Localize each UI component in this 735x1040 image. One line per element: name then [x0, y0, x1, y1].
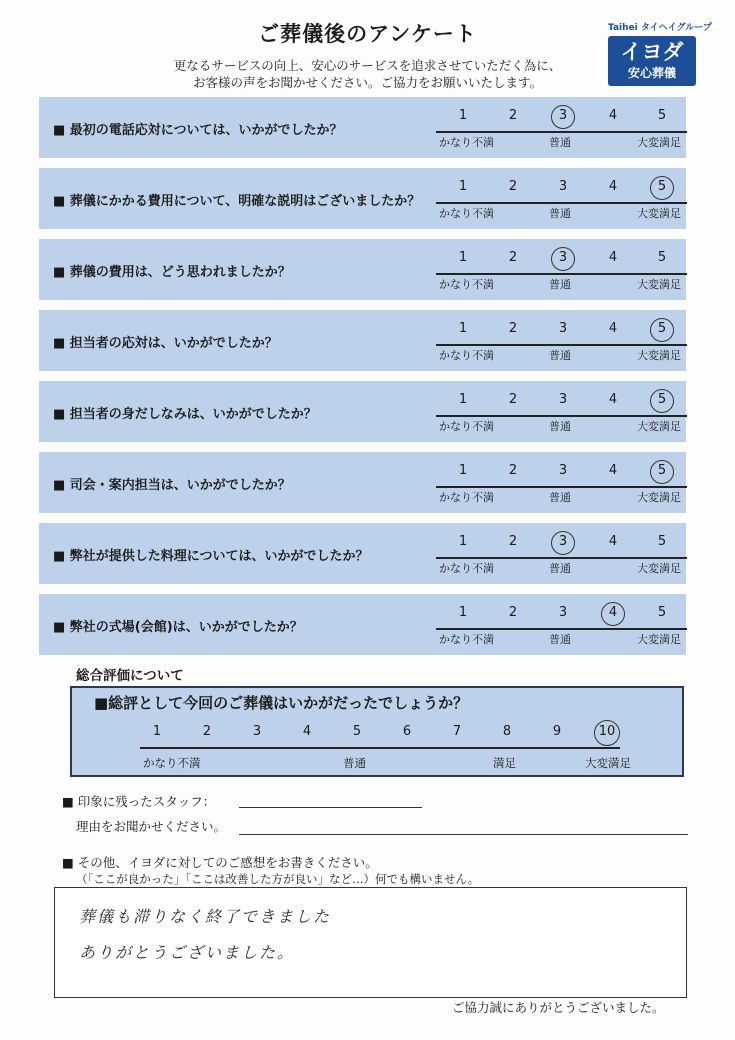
- scale-option-4[interactable]: 4: [608, 392, 618, 407]
- overall-rating-box: [70, 686, 684, 777]
- handwritten-comment-line1: 葬儀も滞りなく終了できました: [79, 907, 332, 926]
- question-text: ■ 最初の電話応対については、いかがでしたか？: [53, 123, 343, 138]
- scale-label-low: かなり不満: [439, 562, 494, 575]
- scale-label-mid: 普通: [549, 136, 571, 149]
- overall-option-7[interactable]: 7: [452, 724, 462, 739]
- question-text: ■ 担当者の身だしなみは、いかがでしたか？: [53, 407, 317, 422]
- logo-brand: Taihei タイヘイグループ: [608, 23, 712, 33]
- question-text: ■ 弊社が提供した料理については、いかがでしたか？: [53, 549, 369, 564]
- comments-label: ■ その他、イヨダに対してのご感想をお書きください。: [62, 855, 378, 870]
- question-text: ■ 担当者の応対は、いかがでしたか？: [53, 336, 278, 351]
- scale-option-5[interactable]: 5: [657, 321, 667, 336]
- overall-label-low: かなり不満: [143, 756, 201, 770]
- scale-option-2[interactable]: 2: [508, 179, 518, 194]
- overall-question: ■総評として今回のご葬儀はいかがだったでしょうか？: [94, 694, 469, 712]
- scale-option-4[interactable]: 4: [608, 534, 618, 549]
- scale-label-mid: 普通: [549, 420, 571, 433]
- scale-option-5[interactable]: 5: [657, 179, 667, 194]
- scale-option-2[interactable]: 2: [508, 534, 518, 549]
- scale-option-2[interactable]: 2: [508, 321, 518, 336]
- handwritten-comment-line2: ありがとうございました。: [79, 943, 296, 962]
- question-row: [39, 594, 686, 655]
- scale-option-5[interactable]: 5: [657, 108, 667, 123]
- scale-line: [436, 344, 687, 346]
- scale-option-1[interactable]: 1: [458, 179, 468, 194]
- question-row: [39, 452, 686, 513]
- scale-label-low: かなり不満: [439, 136, 494, 149]
- intro-text-line1: 更なるサービスの向上、安心のサービスを追求させていただく為に、: [173, 58, 562, 73]
- scale-option-1[interactable]: 1: [458, 321, 468, 336]
- scale-label-high: 大変満足: [637, 420, 681, 433]
- question-text: ■ 司会・案内担当は、いかがでしたか？: [53, 478, 291, 493]
- scale-label-high: 大変満足: [637, 136, 681, 149]
- scale-option-2[interactable]: 2: [508, 250, 518, 265]
- overall-option-3[interactable]: 3: [252, 724, 262, 739]
- page-title: ご葬儀後のアンケート: [258, 22, 477, 46]
- scale-label-high: 大変満足: [637, 278, 681, 291]
- scale-label-high: 大変満足: [637, 633, 681, 646]
- scale-line: [436, 415, 687, 417]
- scale-line: [436, 273, 687, 275]
- logo-name: イヨダ: [620, 40, 684, 64]
- scale-label-low: かなり不満: [439, 278, 494, 291]
- overall-scale-line: [140, 747, 620, 749]
- scale-label-mid: 普通: [549, 562, 571, 575]
- selected-answer-circle: [650, 460, 674, 484]
- question-row: [39, 239, 686, 300]
- scale-option-3[interactable]: 3: [558, 534, 568, 549]
- overall-option-9[interactable]: 9: [552, 724, 562, 739]
- company-logo: [608, 20, 712, 86]
- overall-selected-circle: [594, 720, 620, 746]
- scale-option-4[interactable]: 4: [608, 179, 618, 194]
- scale-option-2[interactable]: 2: [508, 605, 518, 620]
- scale-label-mid: 普通: [549, 278, 571, 291]
- logo-sub: 安心葬儀: [627, 66, 676, 80]
- scale-option-1[interactable]: 1: [458, 108, 468, 123]
- scale-label-low: かなり不満: [439, 420, 494, 433]
- scale-option-3[interactable]: 3: [558, 392, 568, 407]
- overall-label-good: 満足: [493, 756, 516, 770]
- scale-line: [436, 628, 687, 630]
- scale-label-low: かなり不満: [439, 633, 494, 646]
- question-text: ■ 弊社の式場(会館)は、いかがでしたか？: [53, 620, 303, 635]
- scale-option-1[interactable]: 1: [458, 534, 468, 549]
- scale-option-1[interactable]: 1: [458, 250, 468, 265]
- selected-answer-circle: [551, 247, 575, 271]
- staff-label: ■ 印象に残ったスタッフ：: [62, 794, 216, 809]
- selected-answer-circle: [650, 176, 674, 200]
- scale-option-4[interactable]: 4: [608, 605, 618, 620]
- scale-option-2[interactable]: 2: [508, 463, 518, 478]
- scale-line: [436, 557, 687, 559]
- logo-box: [608, 36, 696, 86]
- question-text: ■ 葬儀にかかる費用について、明確な説明はございましたか？: [53, 194, 421, 209]
- question-row: [39, 381, 686, 442]
- question-row: [39, 310, 686, 371]
- overall-option-4[interactable]: 4: [302, 724, 312, 739]
- scale-label-high: 大変満足: [637, 349, 681, 362]
- selected-answer-circle: [650, 318, 674, 342]
- scale-label-high: 大変満足: [637, 562, 681, 575]
- question-row: [39, 523, 686, 584]
- scale-option-1[interactable]: 1: [458, 605, 468, 620]
- question-text: ■ 葬儀の費用は、どう思われましたか？: [53, 265, 291, 280]
- scale-label-low: かなり不満: [439, 491, 494, 504]
- overall-option-6[interactable]: 6: [402, 724, 412, 739]
- scale-label-mid: 普通: [549, 207, 571, 220]
- scale-label-high: 大変満足: [637, 207, 681, 220]
- scale-option-5[interactable]: 5: [657, 392, 667, 407]
- staff-input-line[interactable]: [239, 807, 422, 808]
- scale-label-low: かなり不満: [439, 349, 494, 362]
- selected-answer-circle: [601, 602, 625, 626]
- scale-option-3[interactable]: 3: [558, 179, 568, 194]
- comments-box[interactable]: [54, 887, 687, 998]
- question-row: [39, 97, 686, 158]
- selected-answer-circle: [551, 531, 575, 555]
- scale-option-5[interactable]: 5: [657, 463, 667, 478]
- footer-thanks: ご協力誠にありがとうございました。: [452, 1000, 665, 1015]
- scale-option-3[interactable]: 3: [558, 250, 568, 265]
- scale-label-low: かなり不満: [439, 207, 494, 220]
- overall-option-10[interactable]: 10: [598, 724, 616, 739]
- scale-option-5[interactable]: 5: [657, 250, 667, 265]
- scale-option-2[interactable]: 2: [508, 108, 518, 123]
- scale-option-4[interactable]: 4: [608, 108, 618, 123]
- overall-label-mid: 普通: [343, 756, 366, 770]
- overall-option-1[interactable]: 1: [152, 724, 162, 739]
- question-row: [39, 168, 686, 229]
- selected-answer-circle: [551, 105, 575, 129]
- scale-line: [436, 486, 687, 488]
- scale-label-mid: 普通: [549, 491, 571, 504]
- reason-label: 理由をお聞かせください。: [76, 819, 227, 834]
- reason-input-line[interactable]: [239, 834, 688, 835]
- scale-option-4[interactable]: 4: [608, 321, 618, 336]
- scale-option-3[interactable]: 3: [558, 108, 568, 123]
- scale-label-high: 大変満足: [637, 491, 681, 504]
- overall-label-high: 大変満足: [585, 756, 631, 770]
- scale-line: [436, 202, 687, 204]
- scale-option-2[interactable]: 2: [508, 392, 518, 407]
- overall-option-5[interactable]: 5: [352, 724, 362, 739]
- scale-option-4[interactable]: 4: [608, 463, 618, 478]
- selected-answer-circle: [650, 389, 674, 413]
- scale-option-3[interactable]: 3: [558, 605, 568, 620]
- overall-option-8[interactable]: 8: [502, 724, 512, 739]
- scale-label-mid: 普通: [549, 349, 571, 362]
- scale-option-4[interactable]: 4: [608, 250, 618, 265]
- scale-option-1[interactable]: 1: [458, 392, 468, 407]
- comments-note: （「ここが良かった」「ここは改善した方が良い」など…）何でも構いません。: [76, 872, 480, 886]
- scale-line: [436, 131, 687, 133]
- overall-section-title: 総合評価について: [76, 668, 184, 684]
- overall-option-2[interactable]: 2: [202, 724, 212, 739]
- scale-option-1[interactable]: 1: [458, 463, 468, 478]
- scale-option-3[interactable]: 3: [558, 463, 568, 478]
- scale-option-5[interactable]: 5: [657, 534, 667, 549]
- scale-label-mid: 普通: [549, 633, 571, 646]
- scale-option-3[interactable]: 3: [558, 321, 568, 336]
- intro-text-line2: お客様の声をお聞かせください。ご協力をお願いいたします。: [192, 75, 542, 90]
- scale-option-5[interactable]: 5: [657, 605, 667, 620]
